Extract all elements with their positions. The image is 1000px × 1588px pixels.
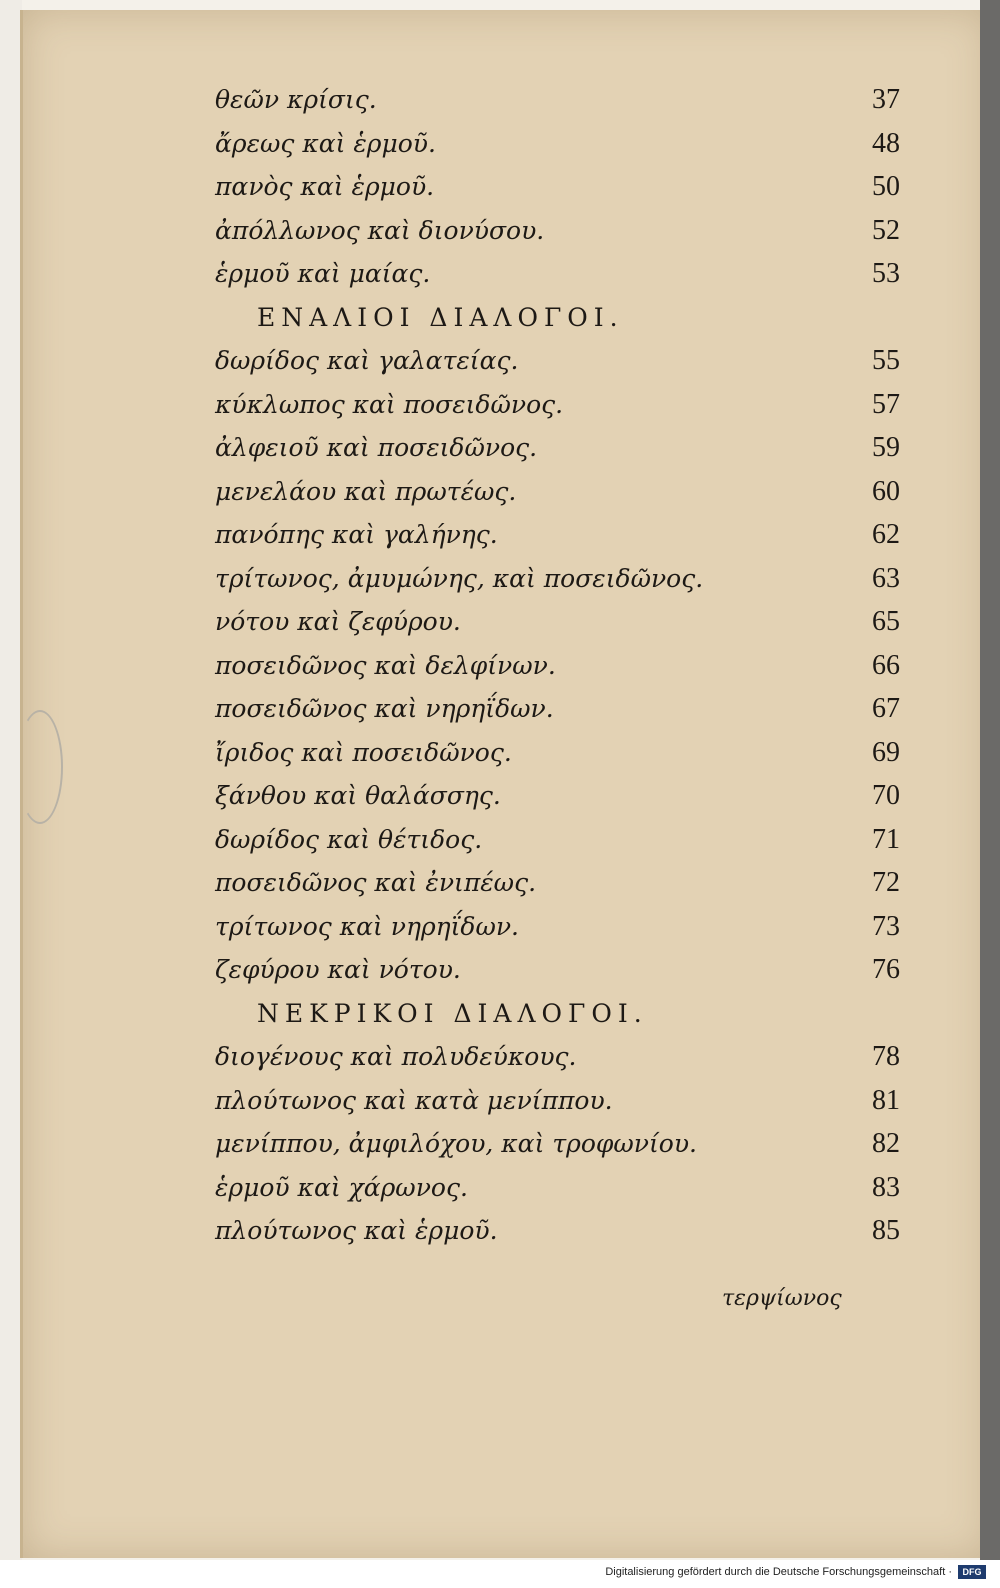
toc-entry bbox=[215, 557, 900, 601]
entry-title: ΕΝΑΛΙΟΙ ΔΙΑΛΟΓΟΙ. bbox=[257, 302, 624, 332]
page-edge-mark bbox=[17, 710, 63, 824]
entry-page-number: 37 bbox=[872, 84, 900, 115]
entry-page-number: 78 bbox=[872, 1041, 900, 1072]
toc-entry bbox=[215, 1035, 900, 1079]
entry-title: ποσειδῶνος καὶ ἐνιπέως. bbox=[215, 868, 537, 897]
entry-title: πανὸς καὶ ἑρμοῦ. bbox=[215, 172, 435, 201]
entry-page-number: 55 bbox=[872, 345, 900, 376]
toc-entry bbox=[215, 731, 900, 775]
entry-page-number: 76 bbox=[872, 954, 900, 985]
toc-entry bbox=[215, 1122, 900, 1166]
toc-entry bbox=[215, 252, 900, 296]
entry-page-number: 71 bbox=[872, 823, 900, 855]
digitization-footer bbox=[0, 1560, 1000, 1588]
toc-entry bbox=[215, 905, 900, 949]
entry-title: ΝΕΚΡΙΚΟΙ ΔΙΑΛΟΓΟΙ. bbox=[257, 998, 648, 1028]
entry-page-number: 62 bbox=[872, 519, 900, 550]
entry-title: ποσειδῶνος καὶ δελφίνων. bbox=[215, 650, 556, 680]
entry-page-number: 67 bbox=[872, 693, 900, 724]
entry-title: τρίτωνος καὶ νηρηΐδων. bbox=[215, 911, 520, 941]
entry-title: ζεφύρου καὶ νότου. bbox=[215, 955, 461, 984]
section-heading bbox=[215, 296, 900, 340]
entry-title: δωρίδος καὶ θέτιδος. bbox=[215, 824, 483, 854]
entry-title: ποσειδῶνος καὶ νηρηΐδων. bbox=[215, 694, 554, 723]
entry-title: πλούτωνος καὶ κατὰ μενίππου. bbox=[215, 1085, 613, 1115]
entry-page-number: 81 bbox=[872, 1084, 900, 1116]
entry-page-number: 72 bbox=[872, 867, 900, 898]
entry-page-number: 52 bbox=[872, 214, 900, 246]
entry-title: θεῶν κρίσις. bbox=[215, 85, 377, 114]
toc-entry bbox=[215, 383, 900, 427]
entry-page-number: 57 bbox=[872, 388, 900, 420]
catchword: τερψίωνος bbox=[722, 1286, 842, 1311]
toc-entry bbox=[215, 687, 900, 731]
entry-title: ἴριδος καὶ ποσειδῶνος. bbox=[215, 737, 512, 767]
entry-title: νότου καὶ ζεφύρου. bbox=[215, 607, 461, 636]
entry-page-number: 70 bbox=[872, 780, 900, 811]
entry-page-number: 73 bbox=[872, 910, 900, 942]
entry-page-number: 85 bbox=[872, 1215, 900, 1246]
entry-title: ἀπόλλωνος καὶ διονύσου. bbox=[215, 215, 545, 245]
book-binding-edge bbox=[980, 0, 1000, 1560]
toc-entry bbox=[215, 774, 900, 818]
entry-title: πανόπης καὶ γαλήνης. bbox=[215, 520, 498, 549]
entry-page-number: 53 bbox=[872, 258, 900, 289]
entry-title: τρίτωνος, ἀμυμώνης, καὶ ποσειδῶνος. bbox=[215, 563, 704, 593]
entry-title: μενίππου, ἀμφιλόχου, καὶ τροφωνίου. bbox=[215, 1129, 697, 1158]
entry-page-number: 63 bbox=[872, 562, 900, 594]
entry-page-number: 60 bbox=[872, 475, 900, 507]
toc-entry bbox=[215, 470, 900, 514]
toc-entry bbox=[215, 818, 900, 862]
toc-entry bbox=[215, 1209, 900, 1253]
toc-entry bbox=[215, 209, 900, 253]
toc-entry bbox=[215, 1166, 900, 1210]
entry-title: δωρίδος καὶ γαλατείας. bbox=[215, 346, 519, 375]
toc-entry bbox=[215, 339, 900, 383]
toc-entry bbox=[215, 165, 900, 209]
footer-credit: Digitalisierung gefördert durch die Deutsche Forschungsgemeinschaft · bbox=[605, 1566, 952, 1578]
toc-entry bbox=[215, 78, 900, 122]
entry-page-number: 50 bbox=[872, 171, 900, 202]
entry-title: ἄρεως καὶ ἑρμοῦ. bbox=[215, 128, 436, 158]
entry-title: ἀλφειοῦ καὶ ποσειδῶνος. bbox=[215, 433, 538, 462]
entry-page-number: 65 bbox=[872, 606, 900, 637]
toc-entry bbox=[215, 600, 900, 644]
entry-title: διογένους καὶ πολυδεύκους. bbox=[215, 1042, 577, 1071]
entry-page-number: 83 bbox=[872, 1171, 900, 1203]
entry-page-number: 59 bbox=[872, 432, 900, 463]
toc-entry bbox=[215, 644, 900, 688]
entry-title: ἑρμοῦ καὶ χάρωνος. bbox=[215, 1172, 468, 1202]
toc-entry bbox=[215, 426, 900, 470]
dfg-logo-icon: DFG bbox=[958, 1565, 986, 1579]
entry-page-number: 82 bbox=[872, 1128, 900, 1159]
entry-title: πλούτωνος καὶ ἑρμοῦ. bbox=[215, 1216, 498, 1245]
toc-entry bbox=[215, 122, 900, 166]
entry-page-number: 66 bbox=[872, 649, 900, 681]
toc-entry bbox=[215, 1079, 900, 1123]
table-of-contents bbox=[215, 78, 900, 1253]
toc-entry bbox=[215, 513, 900, 557]
toc-entry bbox=[215, 861, 900, 905]
entry-page-number: 69 bbox=[872, 736, 900, 768]
entry-page-number: 48 bbox=[872, 127, 900, 159]
section-heading bbox=[215, 992, 900, 1036]
entry-title: μενελάου καὶ πρωτέως. bbox=[215, 476, 517, 506]
entry-title: κύκλωπος καὶ ποσειδῶνος. bbox=[215, 389, 564, 419]
entry-title: ξάνθου καὶ θαλάσσης. bbox=[215, 781, 501, 810]
entry-title: ἑρμοῦ καὶ μαίας. bbox=[215, 259, 431, 288]
toc-entry bbox=[215, 948, 900, 992]
